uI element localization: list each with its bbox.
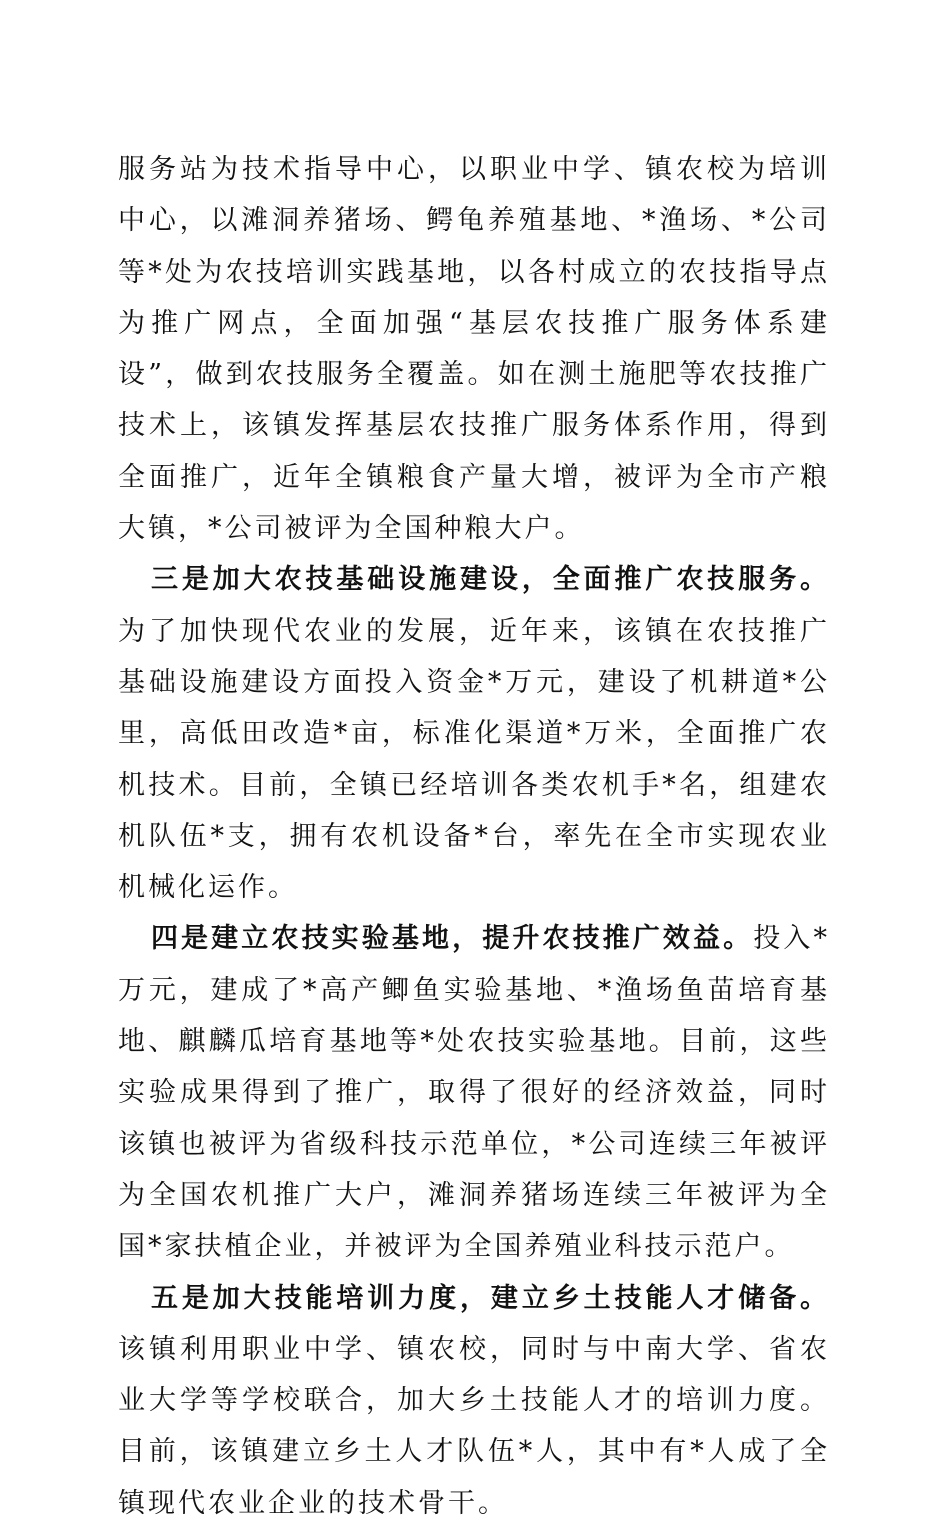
paragraph-experiment-base: [118, 913, 830, 1272]
paragraph-3-lead: 四是建立农技实验基地，提升农技推广效益。: [150, 923, 754, 955]
document-body: [118, 144, 830, 1529]
paragraph-4-lead: 五是加大技能培训力度，建立乡土技能人才储备。: [150, 1282, 830, 1314]
paragraph-1-body: 服务站为技术指导中心，以职业中学、镇农校为培训中心，以滩洞养猪场、鳄龟养殖基地、*渔场、*公司等*处为农技培训实践基地，以各村成立的农技指导点为推广网点，全面加强“基层农技推广服务体系建设”，做到农技服务全覆盖。如在测土施肥等农技推广技术上，该镇发挥基层农技推广服务体系作用，得到全面推广，近年全镇粮食产量大增，被评为全市产粮大镇，*公司被评为全国种粮大户。: [118, 154, 830, 545]
paragraph-3-body: 投入*万元，建成了*高产鲫鱼实验基地、*渔场鱼苗培育基地、麒麟瓜培育基地等*处农技实验基地。目前，这些实验成果得到了推广，取得了很好的经济效益，同时该镇也被评为省级科技示范单位，*公司连续三年被评为全国农机推广大户，滩洞养猪场连续三年被评为全国*家扶植企业，并被评为全国养殖业科技示范户。: [118, 923, 831, 1263]
paragraph-2-body: 为了加快现代农业的发展，近年来，该镇在农技推广基础设施建设方面投入资金*万元，建设了机耕道*公里，高低田改造*亩，标准化渠道*万米，全面推广农机技术。目前，全镇已经培训各类农机手*名，组建农机队伍*支，拥有农机设备*台，率先在全市实现农业机械化运作。: [118, 615, 830, 904]
paragraph-infrastructure: [118, 554, 830, 913]
paragraph-continuation: [118, 144, 830, 554]
paragraph-2-lead: 三是加大农技基础设施建设，全面推广农技服务。: [150, 564, 830, 596]
paragraph-4-body: 该镇利用职业中学、镇农校，同时与中南大学、省农业大学等学校联合，加大乡土技能人才的培训力度。目前，该镇建立乡土人才队伍*人，其中有*人成了全镇现代农业企业的技术骨干。: [118, 1333, 830, 1519]
paragraph-skills-training: [118, 1273, 830, 1529]
